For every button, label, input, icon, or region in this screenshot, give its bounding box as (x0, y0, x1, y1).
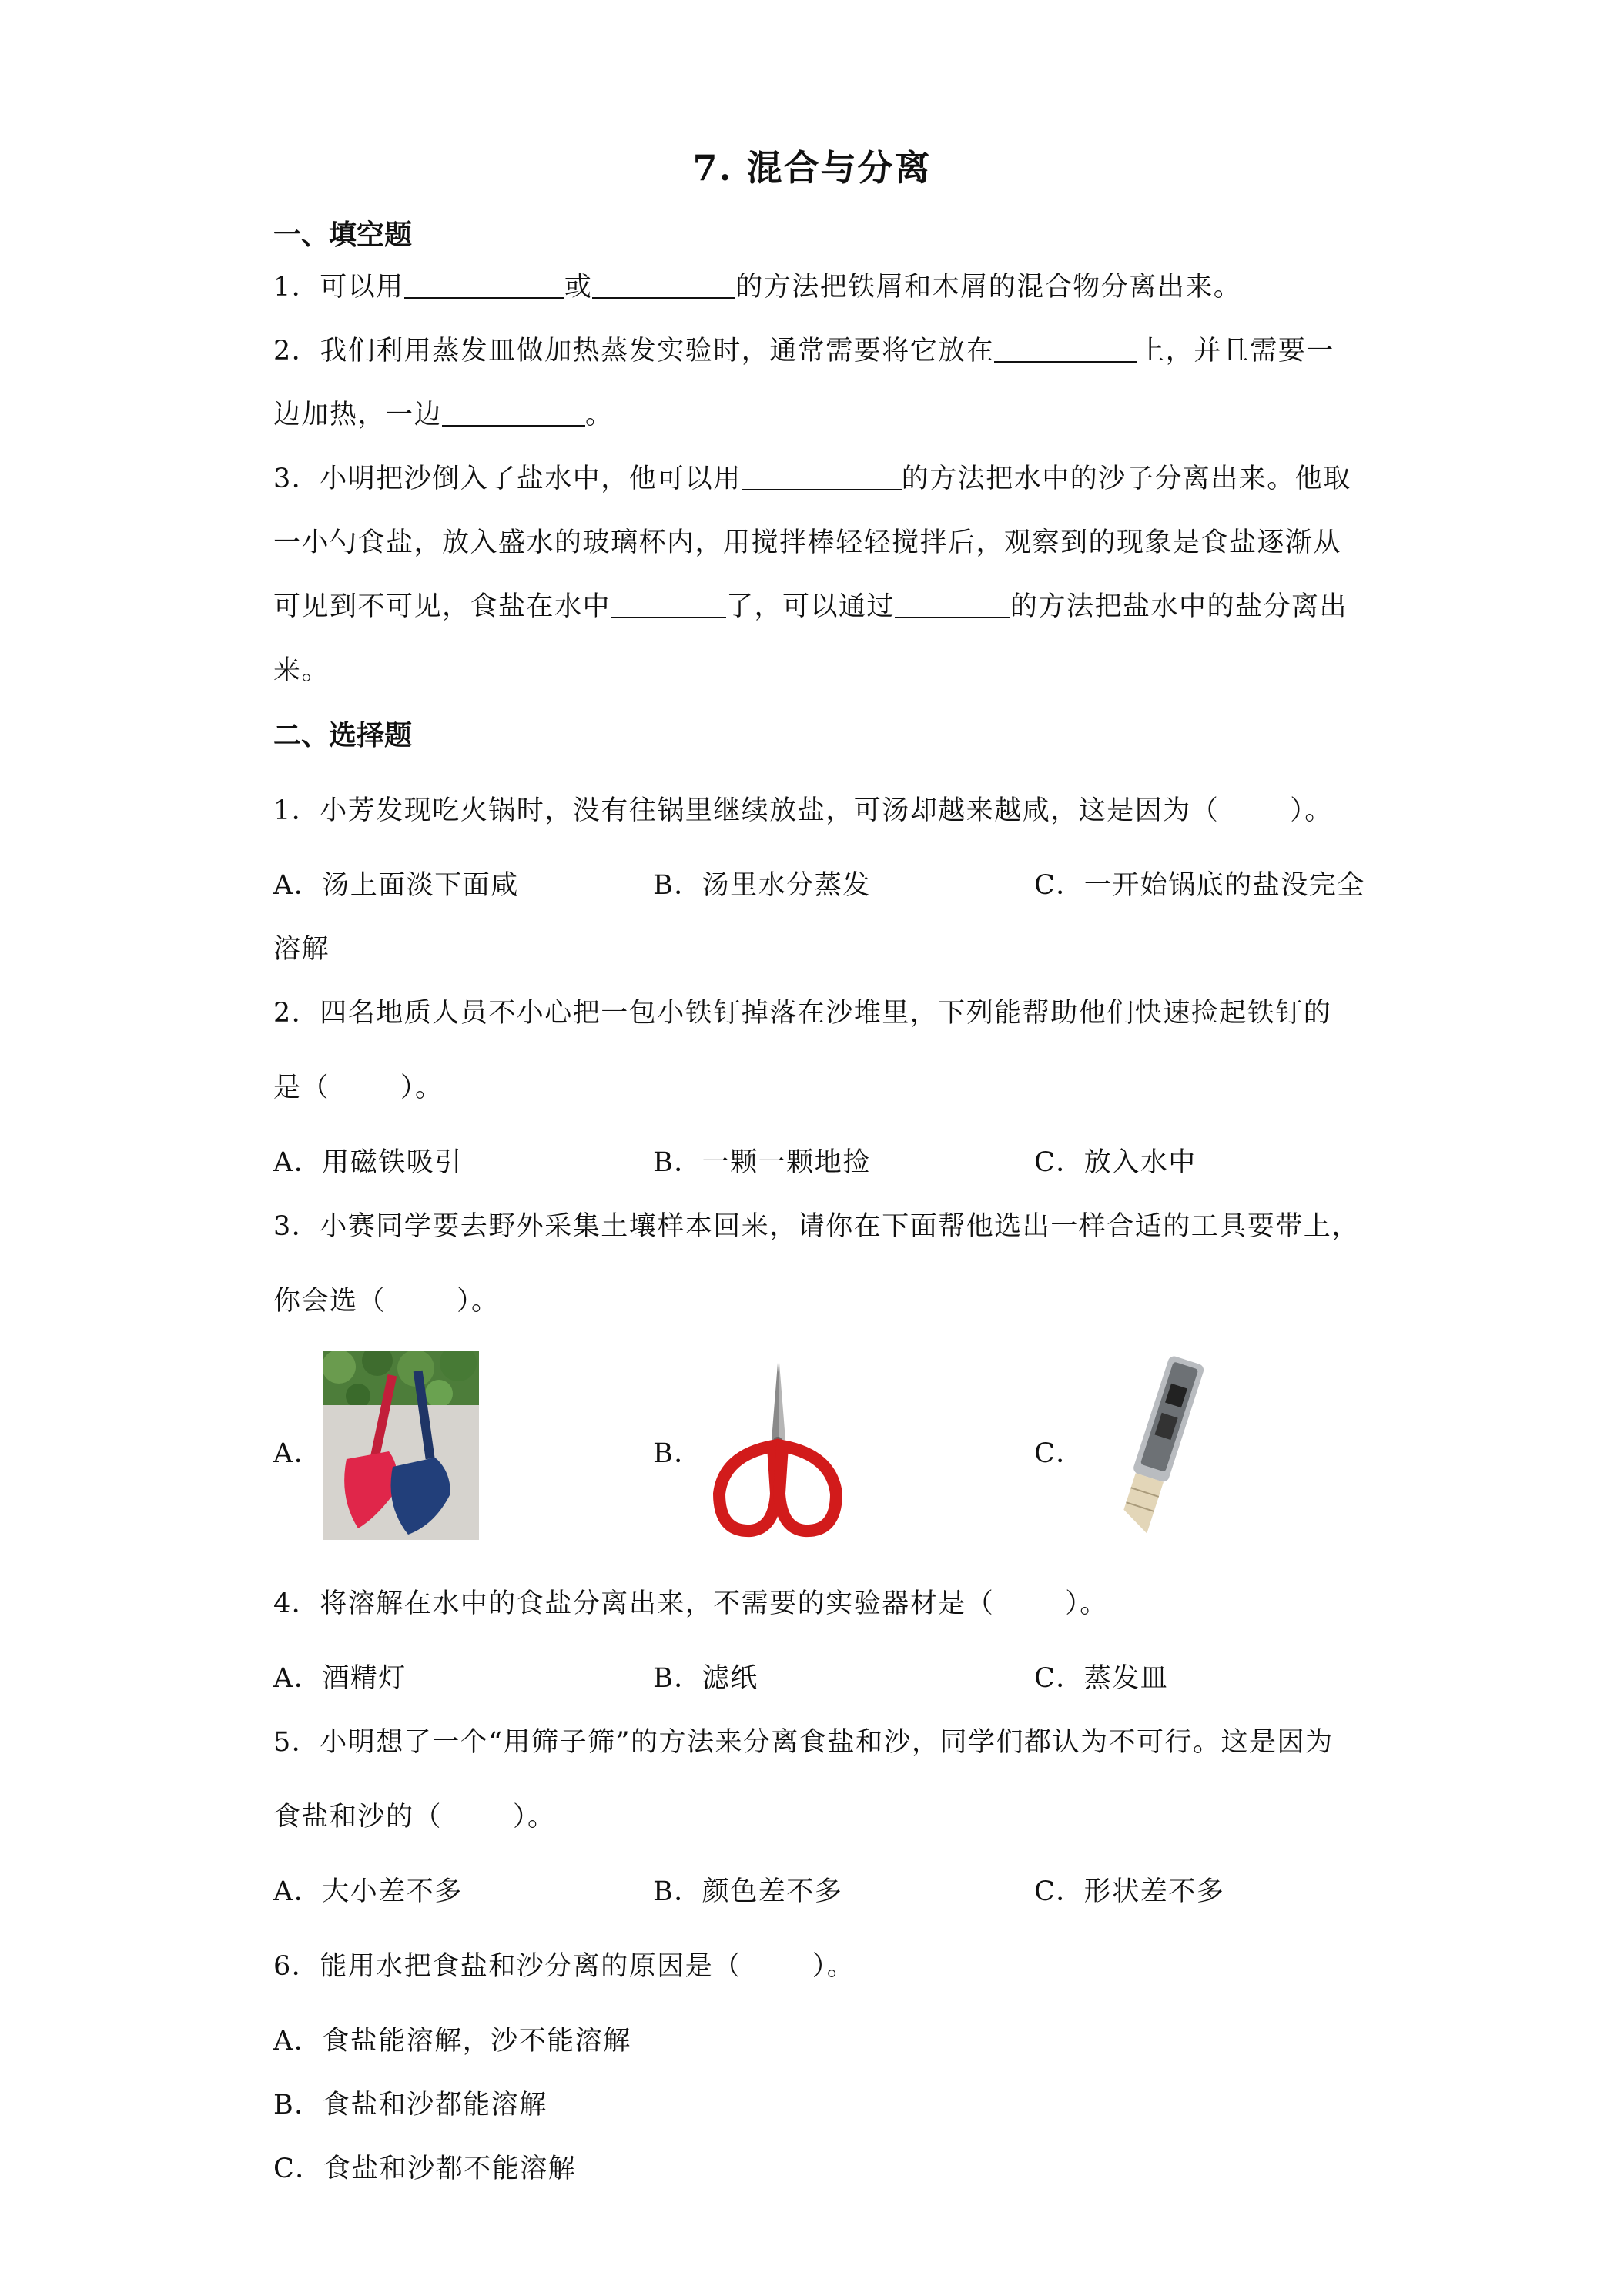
choice-question-2: 2．四名地质人员不小心把一包小铁钉掉落在沙堆里，下列能帮助他们快速捡起铁钉的 (273, 998, 1332, 1029)
choice-question-5: 5．小明想了一个“用筛子筛”的方法来分离食盐和沙，同学们都认为不可行。这是因为 (273, 1727, 1334, 1758)
fill-question-3-line-3: 可见到不可见，食盐在水中 了，可以通过 的方法把盐水中的盐分离出 (273, 591, 1348, 622)
answer-blank[interactable] (742, 463, 902, 490)
choice-1-option-c-cont: 溶解 (273, 934, 330, 965)
choice-question-3: 3．小赛同学要去野外采集土壤样本回来，请你在下面帮他选出一样合适的工具要带上， (273, 1211, 1360, 1242)
choice-4-option-a[interactable]: A．酒精灯 (273, 1663, 407, 1694)
choice-5-option-a[interactable]: A．大小差不多 (273, 1876, 463, 1907)
choice-6-option-a[interactable]: A．食盐能溶解，沙不能溶解 (273, 2026, 631, 2057)
choice-4-option-b[interactable]: B．滤纸 (653, 1663, 758, 1694)
choice-question-6: 6．能用水把食盐和沙分离的原因是（ ）。 (273, 1951, 856, 1982)
choice-3-option-b-label[interactable]: B． (653, 1438, 702, 1469)
choice-6-option-b[interactable]: B．食盐和沙都能溶解 (273, 2090, 547, 2120)
page-title: 7. 混合与分离 (692, 147, 932, 189)
answer-blank[interactable] (404, 271, 564, 299)
utility-knife-photo[interactable] (1084, 1351, 1231, 1540)
choice-1-option-a[interactable]: A．汤上面淡下面咸 (273, 870, 519, 901)
answer-blank[interactable] (592, 271, 735, 299)
fill-question-2: 2．我们利用蒸发皿做加热蒸发实验时，通常需要将它放在 上，并且需要一 (273, 336, 1334, 366)
choice-question-2-line-2: 是（ ）。 (273, 1073, 444, 1103)
choice-2-option-b[interactable]: B．一颗一颗地捡 (653, 1147, 871, 1178)
fill-question-1: 1．可以用 或 的方法把铁屑和木屑的混合物分离出来。 (273, 272, 1242, 303)
choice-question-5-line-2: 食盐和沙的（ ）。 (273, 1802, 556, 1832)
section-multiple-choice: 二、选择题 (273, 719, 413, 751)
choice-3-option-a-label[interactable]: A． (273, 1438, 323, 1469)
choice-1-option-c[interactable]: C．一开始锅底的盐没完全 (1034, 870, 1365, 901)
choice-question-4: 4．将溶解在水中的食盐分离出来，不需要的实验器材是（ ）。 (273, 1588, 1108, 1619)
scissors-photo[interactable] (708, 1355, 847, 1540)
choice-2-option-c[interactable]: C．放入水中 (1034, 1147, 1197, 1178)
choice-2-option-a[interactable]: A．用磁铁吸引 (273, 1147, 463, 1178)
choice-4-option-c[interactable]: C．蒸发皿 (1034, 1663, 1169, 1694)
choice-question-1: 1．小芳发现吃火锅时，没有往锅里继续放盐，可汤却越来越咸，这是因为（ ）。 (273, 795, 1333, 826)
choice-6-option-c[interactable]: C．食盐和沙都不能溶解 (273, 2154, 577, 2184)
fill-question-3-line-4: 来。 (273, 655, 330, 686)
fill-question-3-line-2: 一小勺食盐，放入盛水的玻璃杯内，用搅拌棒轻轻搅拌后，观察到的现象是食盐逐渐从 (273, 527, 1342, 558)
answer-blank[interactable] (895, 591, 1010, 618)
fill-question-3: 3．小明把沙倒入了盐水中，他可以用 的方法把水中的沙子分离出来。他取 (273, 464, 1351, 494)
choice-5-option-b[interactable]: B．颜色差不多 (653, 1876, 843, 1907)
choice-3-option-c-label[interactable]: C． (1034, 1438, 1084, 1469)
answer-blank[interactable] (611, 591, 726, 618)
choice-question-3-line-2: 你会选（ ）。 (273, 1286, 500, 1317)
choice-1-option-b[interactable]: B．汤里水分蒸发 (653, 870, 871, 901)
answer-blank[interactable] (994, 335, 1137, 363)
section-fill-in: 一、填空题 (273, 219, 413, 251)
shovel-photo[interactable] (323, 1351, 479, 1540)
choice-5-option-c[interactable]: C．形状差不多 (1034, 1876, 1225, 1907)
fill-question-2-line-2: 边加热，一边 。 (273, 400, 614, 430)
answer-blank[interactable] (442, 399, 585, 427)
